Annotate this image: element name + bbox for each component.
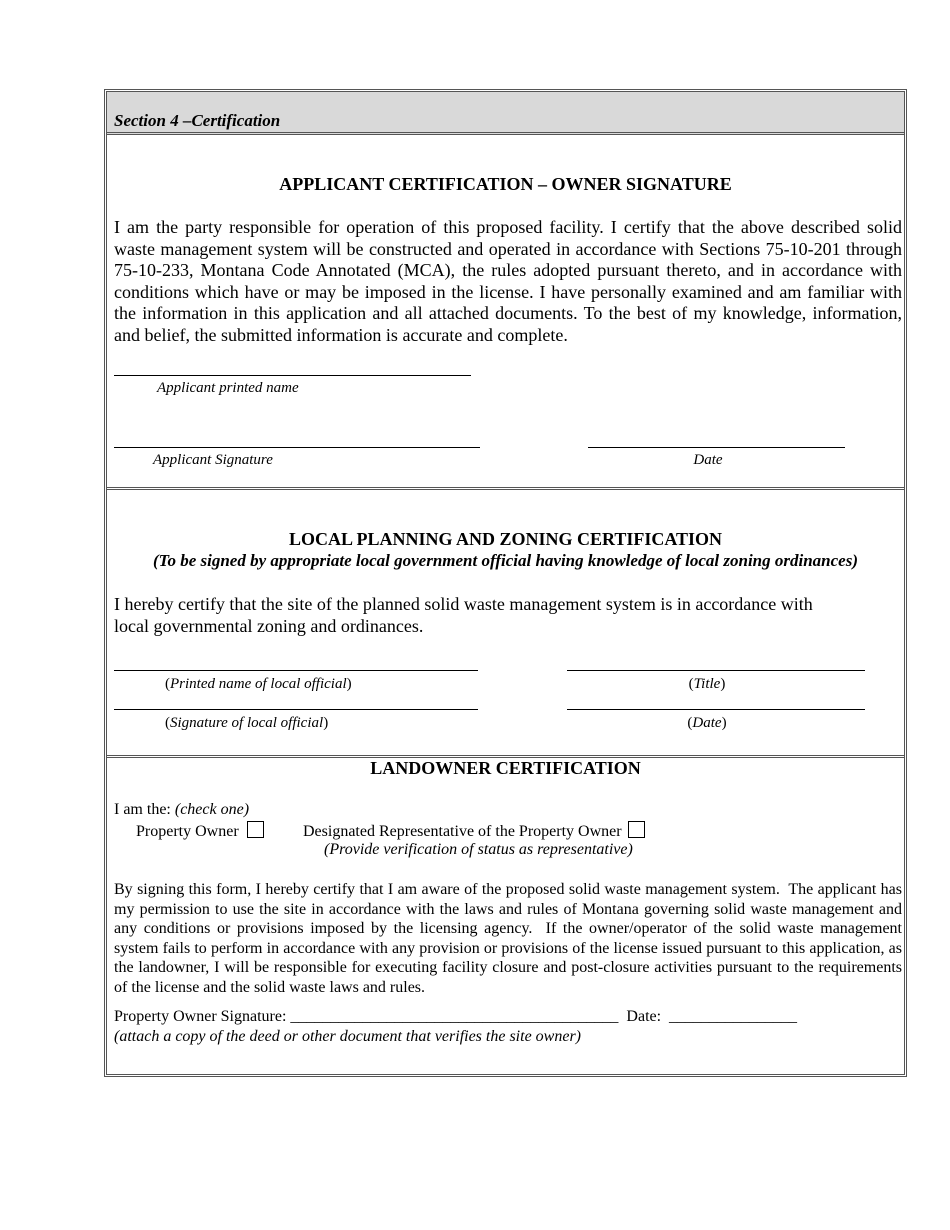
applicant-signature-label: Applicant Signature — [153, 452, 273, 468]
section-header — [107, 92, 904, 135]
designated-representative-checkbox[interactable] — [628, 821, 645, 838]
applicant-printed-name-line[interactable] — [114, 375, 471, 376]
applicant-signature-line[interactable] — [114, 447, 480, 448]
applicant-certification-text: I am the party responsible for operation of this proposed facility. I certify that the above described solid waste management system will be constructed and operated in accordance with Sections 75-10-201 through 75-10-233, Montana Code Annotated (MCA), the rules adopted pursuant thereto, and in accordance with conditions which have or may be imposed in the license. I have personally examined and am familiar with the information in this application and all attached documents. To the best of my knowledge, information, and belief, the submitted information is accurate and complete. — [114, 217, 902, 345]
property-owner-signature-line[interactable]: Property Owner Signature: _________________________________________ Date: ________________ — [114, 1008, 798, 1025]
official-signature-line[interactable] — [114, 709, 478, 710]
check-one-prompt: I am the: (check one) — [114, 801, 250, 818]
zoning-text-line-1: I hereby certify that the site of the planned solid waste management system is in accordance with — [114, 594, 813, 614]
representative-verification-note: (Provide verification of status as representative) — [324, 841, 633, 858]
option-designated-representative[interactable] — [303, 821, 645, 841]
official-date-line[interactable] — [567, 709, 865, 710]
option-designated-representative-label: Designated Representative of the Property Owner — [303, 823, 622, 840]
landowner-certification-text: By signing this form, I hereby certify that I am aware of the proposed solid waste management system. The applicant has my permission to use the site in accordance with the laws and rules of Montana governing solid waste management and any conditions or provisions imposed by the licensing agency. If the owner/operator of the solid waste management system fails to perform in accordance with any provision or provisions of the license issued pursuant to this application, as the landowner, I will be responsible for executing facility closure and post-closure activities pursuant to the requirements of the license and the solid waste laws and rules. — [114, 881, 902, 996]
official-signature-label: (Signature of local official) — [165, 715, 329, 731]
applicant-date-label: Date — [693, 452, 723, 468]
zoning-certification-subtitle: (To be signed by appropriate local government official having knowledge of local zoning ordinances) — [152, 551, 859, 570]
landowner-certification-title: LANDOWNER CERTIFICATION — [370, 758, 641, 778]
landowner-certification-section — [107, 758, 904, 1074]
certification-form — [104, 89, 907, 1077]
official-date-label: (Date) — [687, 715, 727, 731]
official-printed-name-label: (Printed name of local official) — [165, 676, 352, 692]
attach-deed-note: (attach a copy of the deed or other document that verifies the site owner) — [114, 1028, 581, 1045]
zoning-certification-section — [107, 490, 904, 758]
option-property-owner[interactable] — [136, 821, 264, 841]
official-title-label: (Title) — [688, 676, 726, 692]
zoning-certification-title: LOCAL PLANNING AND ZONING CERTIFICATION — [288, 529, 723, 549]
zoning-text-line-2: local governmental zoning and ordinances. — [114, 615, 424, 636]
applicant-printed-name-label: Applicant printed name — [157, 380, 299, 396]
section-title: Section 4 –Certification — [114, 111, 281, 130]
official-printed-name-line[interactable] — [114, 670, 478, 671]
applicant-date-line[interactable] — [588, 447, 845, 448]
official-title-line[interactable] — [567, 670, 865, 671]
applicant-certification-section — [107, 135, 904, 490]
property-owner-checkbox[interactable] — [247, 821, 264, 838]
applicant-certification-title: APPLICANT CERTIFICATION – OWNER SIGNATURE — [279, 174, 732, 194]
option-property-owner-label: Property Owner — [136, 823, 239, 840]
zoning-certification-text — [114, 594, 902, 637]
